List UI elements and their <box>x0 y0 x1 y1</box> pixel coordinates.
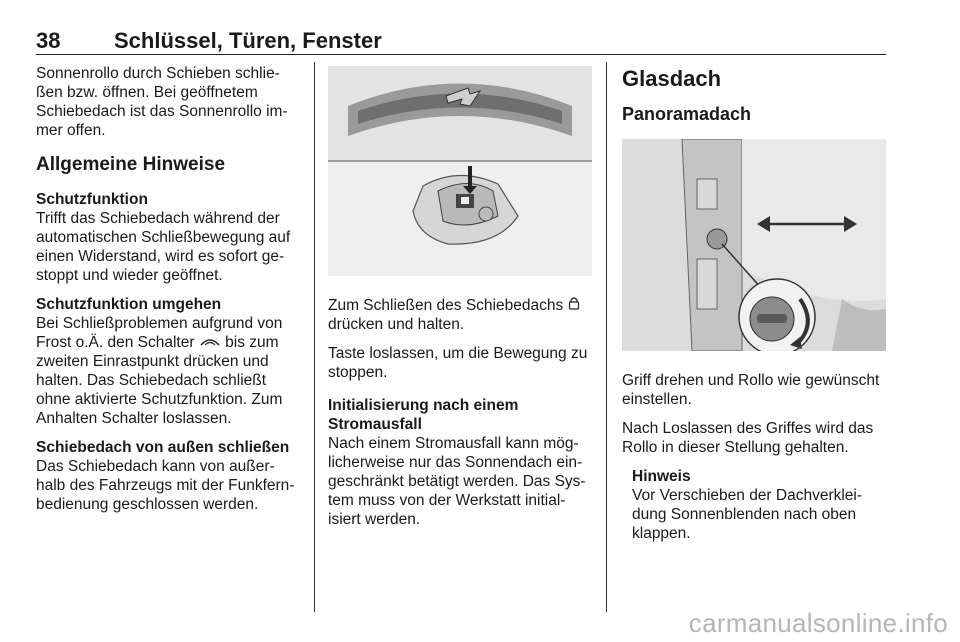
note-title: Hinweis <box>632 468 691 485</box>
subsection-text: Nach einem Stromausfall kann mög-licherweise nur das Sonnendach ein-geschränkt betätigt werden. Das Sys-tem muss von der Werkstatt initial-isiert werden. <box>328 435 586 528</box>
subsection-text: Trifft das Schiebedach während der automatischen Schließbewegung auf einen Widerstand, wird es sofort ge-stoppt und wieder geöffnet. <box>36 210 291 284</box>
subsection-title: Initialisierung nach einem <box>328 397 519 414</box>
subsection-title: Stromausfall <box>328 416 422 433</box>
subsection-title: Schutzfunktion <box>36 191 148 208</box>
intro-paragraph: Sonnenrollo durch Schieben schlie-ßen bzw. öffnen. Bei geöffnetem Schiebedach ist das Sonnenrollo im-mer offen. <box>36 65 288 139</box>
subsection-title: Schiebedach von außen schließen <box>36 439 290 456</box>
instruction-text: Griff drehen und Rollo wie gewünscht einstellen. <box>622 372 880 408</box>
subsection-text: Das Schiebedach kann von außer-halb des Fahrzeugs mit der Funkfern-bedienung geschlossen werden. <box>36 458 295 513</box>
section-heading: Allgemeine Hinweise <box>36 154 226 175</box>
instruction-text: Nach Loslassen des Griffes wird das Rollo in dieser Stellung gehalten. <box>622 420 874 456</box>
panorama-roof-figure <box>622 139 886 351</box>
column-divider-2 <box>606 62 607 612</box>
column-right <box>622 64 886 553</box>
subsection-text: bis zum zweiten Einrastpunkt drücken und halten. Das Schiebedach schließt ohne aktivierte Schutzfunktion. Zum Anhalten Schalter loslassen. <box>36 334 283 427</box>
sunroof-switch-icon <box>199 333 221 352</box>
subsection-title: Schutzfunktion umgehen <box>36 296 222 313</box>
instruction-text: Taste loslassen, um die Bewegung zu stoppen. <box>328 345 588 381</box>
column-middle <box>328 66 592 539</box>
key-fob-figure <box>328 66 592 276</box>
column-divider-1 <box>314 62 315 612</box>
note-text: Vor Verschieben der Dachverklei-dung Sonnenblenden nach oben klappen. <box>632 487 863 542</box>
section-subtitle: Panoramadach <box>622 104 752 124</box>
instruction-text: Zum Schließen des Schiebedachs <box>328 297 564 314</box>
page-number: 38 <box>36 28 61 53</box>
subsection-text: Bei Schließproblemen aufgrund von Frost o.Ä. den Schalter <box>36 315 283 351</box>
column-left <box>36 64 300 524</box>
page-header <box>36 28 886 55</box>
instruction-text: drücken und halten. <box>328 316 465 333</box>
section-title: Glasdach <box>622 66 722 91</box>
lock-icon <box>568 296 580 315</box>
chapter-title: Schlüssel, Türen, Fenster <box>114 28 382 53</box>
watermark: carmanualsonline.info <box>688 608 948 638</box>
note-box <box>632 467 886 543</box>
